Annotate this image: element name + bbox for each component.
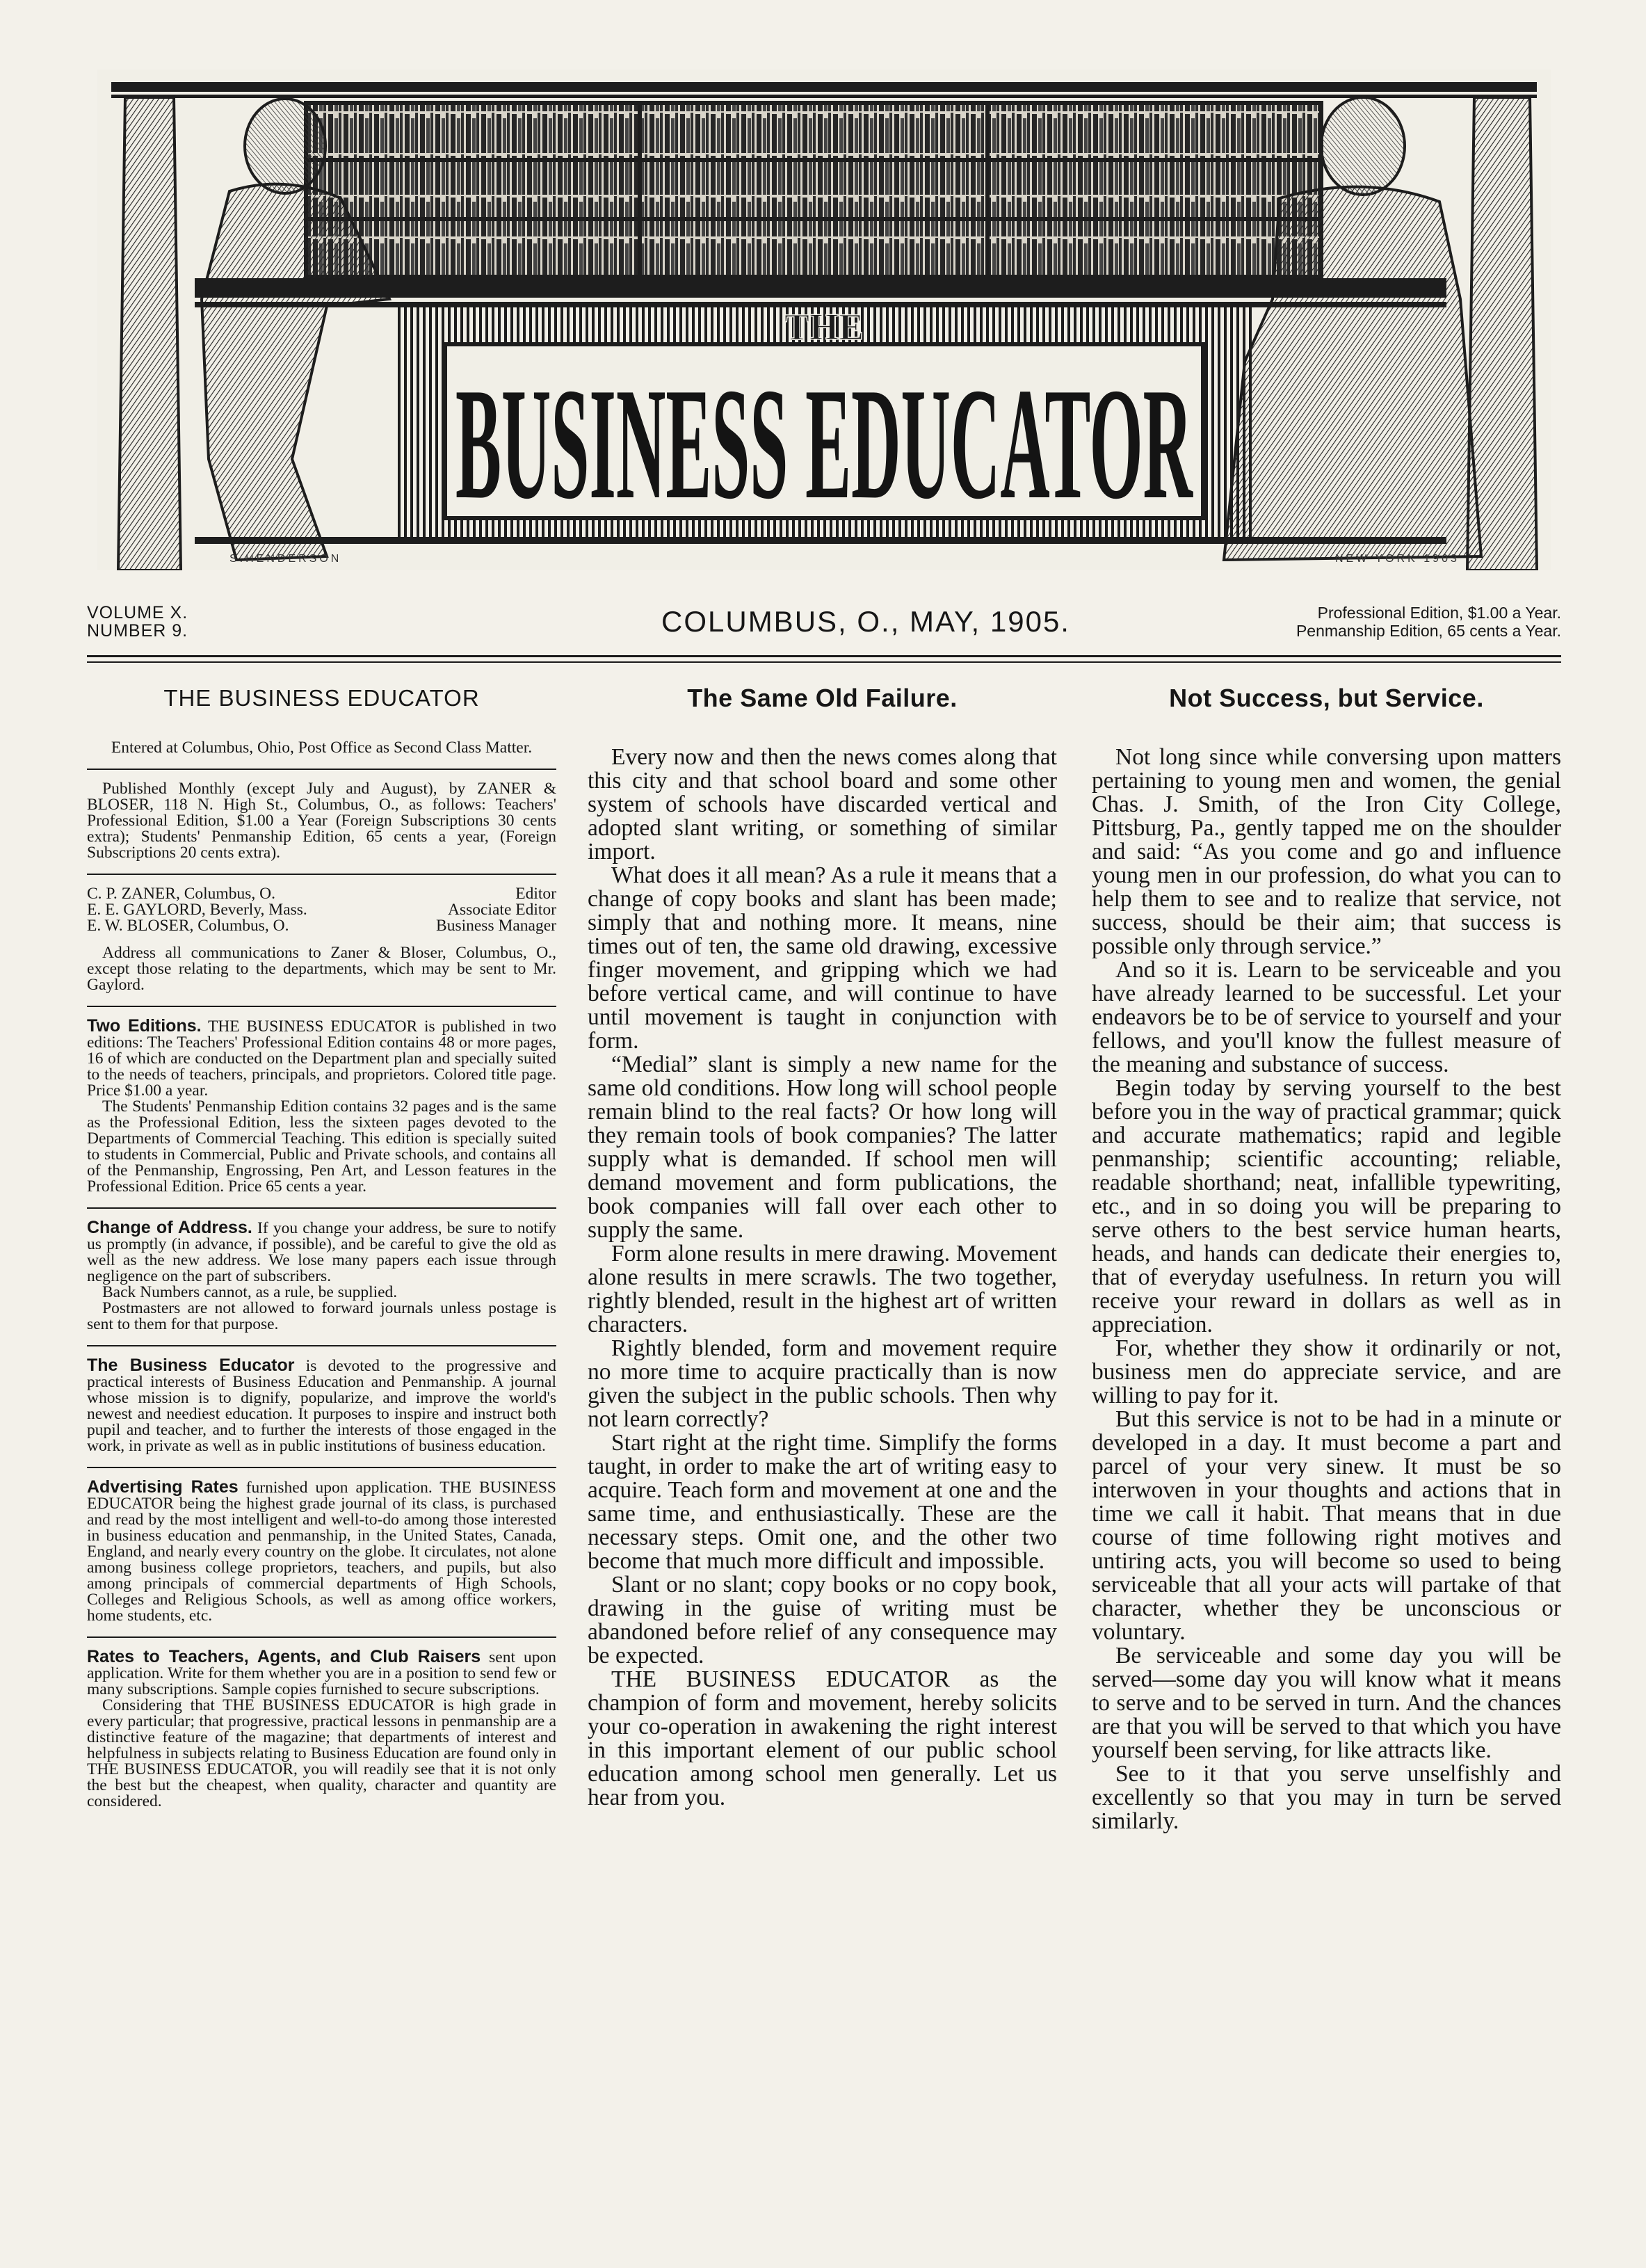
- article-paragraph: Not long since while conversing upon matters pertaining to young men and women, the genial Chas. J. Smith, of the Iron City College, Pittsburg, Pa., gently tapped me on the shoulder and said: “As you come and go and influence young men in our profession, do what you can to help them to see and to realize that service, not success, should be their aim; that success is possible only through service.”: [1092, 744, 1561, 959]
- number-label: NUMBER 9.: [87, 621, 188, 641]
- change-of-address-notice: [87, 1220, 556, 1285]
- masthead-title-small: THE: [784, 306, 864, 348]
- column-publisher-info: [87, 682, 556, 1810]
- article-not-success-but-service: [1092, 682, 1561, 1833]
- article-heading: The Same Old Failure.: [687, 684, 958, 712]
- article-paragraph: Form alone results in mere drawing. Movement alone results in mere scrawls. The two together, rightly blended, result in the highest art of written characters.: [588, 1241, 1057, 1337]
- notice-lead: Two Editions.: [87, 1016, 202, 1036]
- article-paragraph: Slant or no slant; copy books or no copy book, drawing in the guise of writing must be abandoned before relief of any consequence may be expected.: [588, 1572, 1057, 1668]
- article-paragraph: Every now and then the news comes along that this city and that school board and some other system of schools have discarded vertical and adopted slant writing, or something of similar import.: [588, 744, 1057, 864]
- notice-lead: Rates to Teachers, Agents, and Club Raisers: [87, 1647, 481, 1666]
- students-edition-notice: The Students' Penmanship Edition contains 32 pages and is the same as the Professional Edition, less the sixteen pages devoted to the Departments of Commercial Teaching. This edition is specially suited to students in Commercial, Public and Private schools, and contains all of the Penmanship, Engrossing, Pen Art, and Lesson features in the Professional Edition. Price 65 cents a year.: [87, 1097, 556, 1196]
- address-notice: Address all communications to Zaner & Bloser, Columbus, O., except those relating to the departments, which may be sent to Mr. Gaylord.: [87, 944, 556, 994]
- column-heading: THE BUSINESS EDUCATOR: [163, 685, 480, 711]
- price-penmanship: Penmanship Edition, 65 cents a Year.: [1296, 622, 1561, 640]
- advertising-notice: [87, 1479, 556, 1624]
- article-paragraph: Rightly blended, form and movement require no more time to acquire practically than is now given the subject in the public schools. Then why not learn correctly?: [588, 1335, 1057, 1432]
- divider: [87, 1207, 556, 1209]
- price-professional: Professional Edition, $1.00 a Year.: [1317, 604, 1561, 622]
- mission-notice: [87, 1358, 556, 1454]
- entered-notice: Entered at Columbus, Ohio, Post Office as Second Class Matter.: [111, 739, 533, 757]
- article-paragraph: But this service is not to be had in a minute or developed in a day. It must become a part and parcel of your very sinew. It must be so interwoven in your thoughts and actions that in time we call it habit. That means that in due course of time following right motives and untiring acts, you will become so used to being serviceable that all your acts will partake of that character, whether they be unconscious or voluntary.: [1092, 1406, 1561, 1645]
- header-rule: [87, 655, 1561, 657]
- issue-info-bar: [87, 600, 1561, 648]
- article-paragraph: Begin today by serving yourself to the best before you in the way of practical grammar; quick and accurate mathematics; rapid and legible penmanship; scientific accounting; reliable, readable shorthand; neat, infallible typewriting, etc., and in so doing you will be preparing to serve others to the best service human hearts, heads, and hands can dedicate their energies to, that of everyday usefulness. In return you will receive your reward in dollars as well as in appreciation.: [1092, 1075, 1561, 1337]
- dateline: COLUMBUS, O., MAY, 1905.: [661, 605, 1070, 638]
- masthead-illustration: [97, 70, 1551, 570]
- staff-name: E. W. BLOSER, Columbus, O.: [87, 917, 289, 935]
- notice-lead: Change of Address.: [87, 1218, 252, 1237]
- volume-number: [87, 604, 188, 640]
- volume-label: VOLUME X.: [87, 603, 188, 622]
- two-editions-notice: [87, 1018, 556, 1099]
- notice-text: sent upon application. Write for them whether you are in a position to send few or many subscriptions. Sample copies furnished to secure subscriptions.: [87, 1648, 557, 1698]
- notice-lead: Advertising Rates: [87, 1477, 239, 1497]
- staff-name: C. P. ZANER, Columbus, O.: [87, 885, 275, 903]
- subscription-prices: [1296, 604, 1561, 640]
- notice-text: If you change your address, be sure to notify us promptly (in advance, if possible), and be careful to give the old as well as the new address. We lose many papers each issue through negligence on the part of subscribers.: [87, 1219, 557, 1285]
- header-rule-thin: [87, 661, 1561, 663]
- postmasters-notice: Postmasters are not allowed to forward journals unless postage is sent to them for that purpose.: [87, 1299, 556, 1333]
- notice-text: THE BUSINESS EDUCATOR is published in two editions: The Teachers' Professional Edition contains 48 or more pages, 16 of which are conducted on the Department plan and specially suited to the needs of teachers, principals, and proprietors. Colored title page. Price $1.00 a year.: [87, 1018, 557, 1100]
- article-paragraph: THE BUSINESS EDUCATOR as the champion of form and movement, hereby solicits your co-operation in awakening the right interest in this important element of our public school education among school men generally. Let us hear from you.: [588, 1666, 1057, 1810]
- article-paragraph: Start right at the right time. Simplify the forms taught, in order to make the art of writing easy to acquire. Teach form and movement at one and the same time, and enthusiastically. These are the necessary steps. Omit one, and the other two become that much more difficult and impossible.: [588, 1430, 1057, 1574]
- rates-notice: [87, 1649, 556, 1698]
- staff-role: Associate Editor: [448, 901, 556, 919]
- article-same-old-failure: [588, 682, 1057, 1810]
- article-heading: Not Success, but Service.: [1169, 684, 1484, 712]
- divider: [87, 1467, 556, 1468]
- staff-role: Business Manager: [436, 917, 556, 935]
- artist-signature: S.HENDERSON: [229, 553, 342, 565]
- considering-notice: Considering that THE BUSINESS EDUCATOR is high grade in every particular; that progressive, practical lessons in penmanship are a distinctive feature of the magazine; that departments of interest and helpfulness in subjects relating to Business Education are found only in THE BUSINESS EDUCATOR, you will readily see that it is not only the best but the cheapest, when quality, character and quantity are considered.: [87, 1696, 556, 1810]
- article-paragraph: For, whether they show it ordinarily or not, business men do appreciate service, and are willing to pay for it.: [1092, 1335, 1561, 1408]
- back-numbers-notice: Back Numbers cannot, as a rule, be supplied.: [102, 1283, 398, 1301]
- published-notice: Published Monthly (except July and August), by ZANER & BLOSER, 118 N. High St., Columbus, O., as follows: Teachers' Professional Edition, $1.00 a Year (Foreign Subscriptions 30 cents extra); Students' Penmanship Edition, 65 cents a year, (Foreign Subscriptions 20 cents extra).: [87, 780, 556, 862]
- article-paragraph: “Medial” slant is simply a new name for the same old conditions. How long will school people remain blind to the real facts? Or how long will they remain tools of book companies? The latter supply what is demanded. If school men will demand movement and form publications, the book companies will fall over each other to supply the same.: [588, 1052, 1057, 1243]
- divider: [87, 1636, 556, 1638]
- article-paragraph: See to it that you serve unselfishly and excellently so that you may in turn be served similarly.: [1092, 1761, 1561, 1834]
- article-paragraph: What does it all mean? As a rule it means that a change of copy books and slant has been made; simply that and nothing more. It means, nine times out of ten, the same old drawing, excessive finger movement, and gripping which we had before vertical came, and will continue to have until movement is taught in conjunction with form.: [588, 862, 1057, 1054]
- masthead-corner-text: NEW YORK 1903: [1335, 553, 1460, 565]
- staff-role: Editor: [515, 885, 556, 903]
- notice-lead: The Business Educator: [87, 1356, 295, 1375]
- notice-text: is devoted to the progressive and practical interests of Business Education and Penmanship. A journal whose mission is to dignify, popularize, and improve the world's newest and neediest education. It purposes to inspire and instruct both pupil and teacher, and to further the interests of those engaged in the work, in private as well as in public institutions of business education.: [87, 1357, 556, 1455]
- divider: [87, 874, 556, 875]
- divider: [87, 1006, 556, 1007]
- divider: [87, 1345, 556, 1346]
- article-paragraph: Be serviceable and some day you will be served—some day you will know what it means to serve and to be served in turn. And the chances are that you will be served to that which you have yourself been serving, for like attracts like.: [1092, 1643, 1561, 1763]
- masthead-engraving: [97, 70, 1551, 570]
- notice-text: furnished upon application. THE BUSINESS EDUCATOR being the highest grade journal of its class, is purchased and read by the most intelligent and well-to-do among those interested in business education and penmanship, in the United States, Canada, England, and nearly every country on the globe. It circulates, not alone among business college proprietors, teachers, and pupils, but also among principals of commercial departments of High Schools, Colleges and Religious Schools, as well as among office workers, home students, etc.: [87, 1479, 556, 1625]
- staff-name: E. E. GAYLORD, Beverly, Mass.: [87, 901, 307, 919]
- article-paragraph: And so it is. Learn to be serviceable and you have already learned to be successful. Let your endeavors be to be of service to yourself and your fellows, and you'll know the fullest measure of the meaning and substance of success.: [1092, 957, 1561, 1077]
- staff-row: [87, 902, 556, 918]
- staff-row: [87, 886, 556, 902]
- divider: [87, 769, 556, 770]
- staff-row: [87, 918, 556, 934]
- masthead-title: BUSINESS EDUCATOR: [455, 355, 1194, 532]
